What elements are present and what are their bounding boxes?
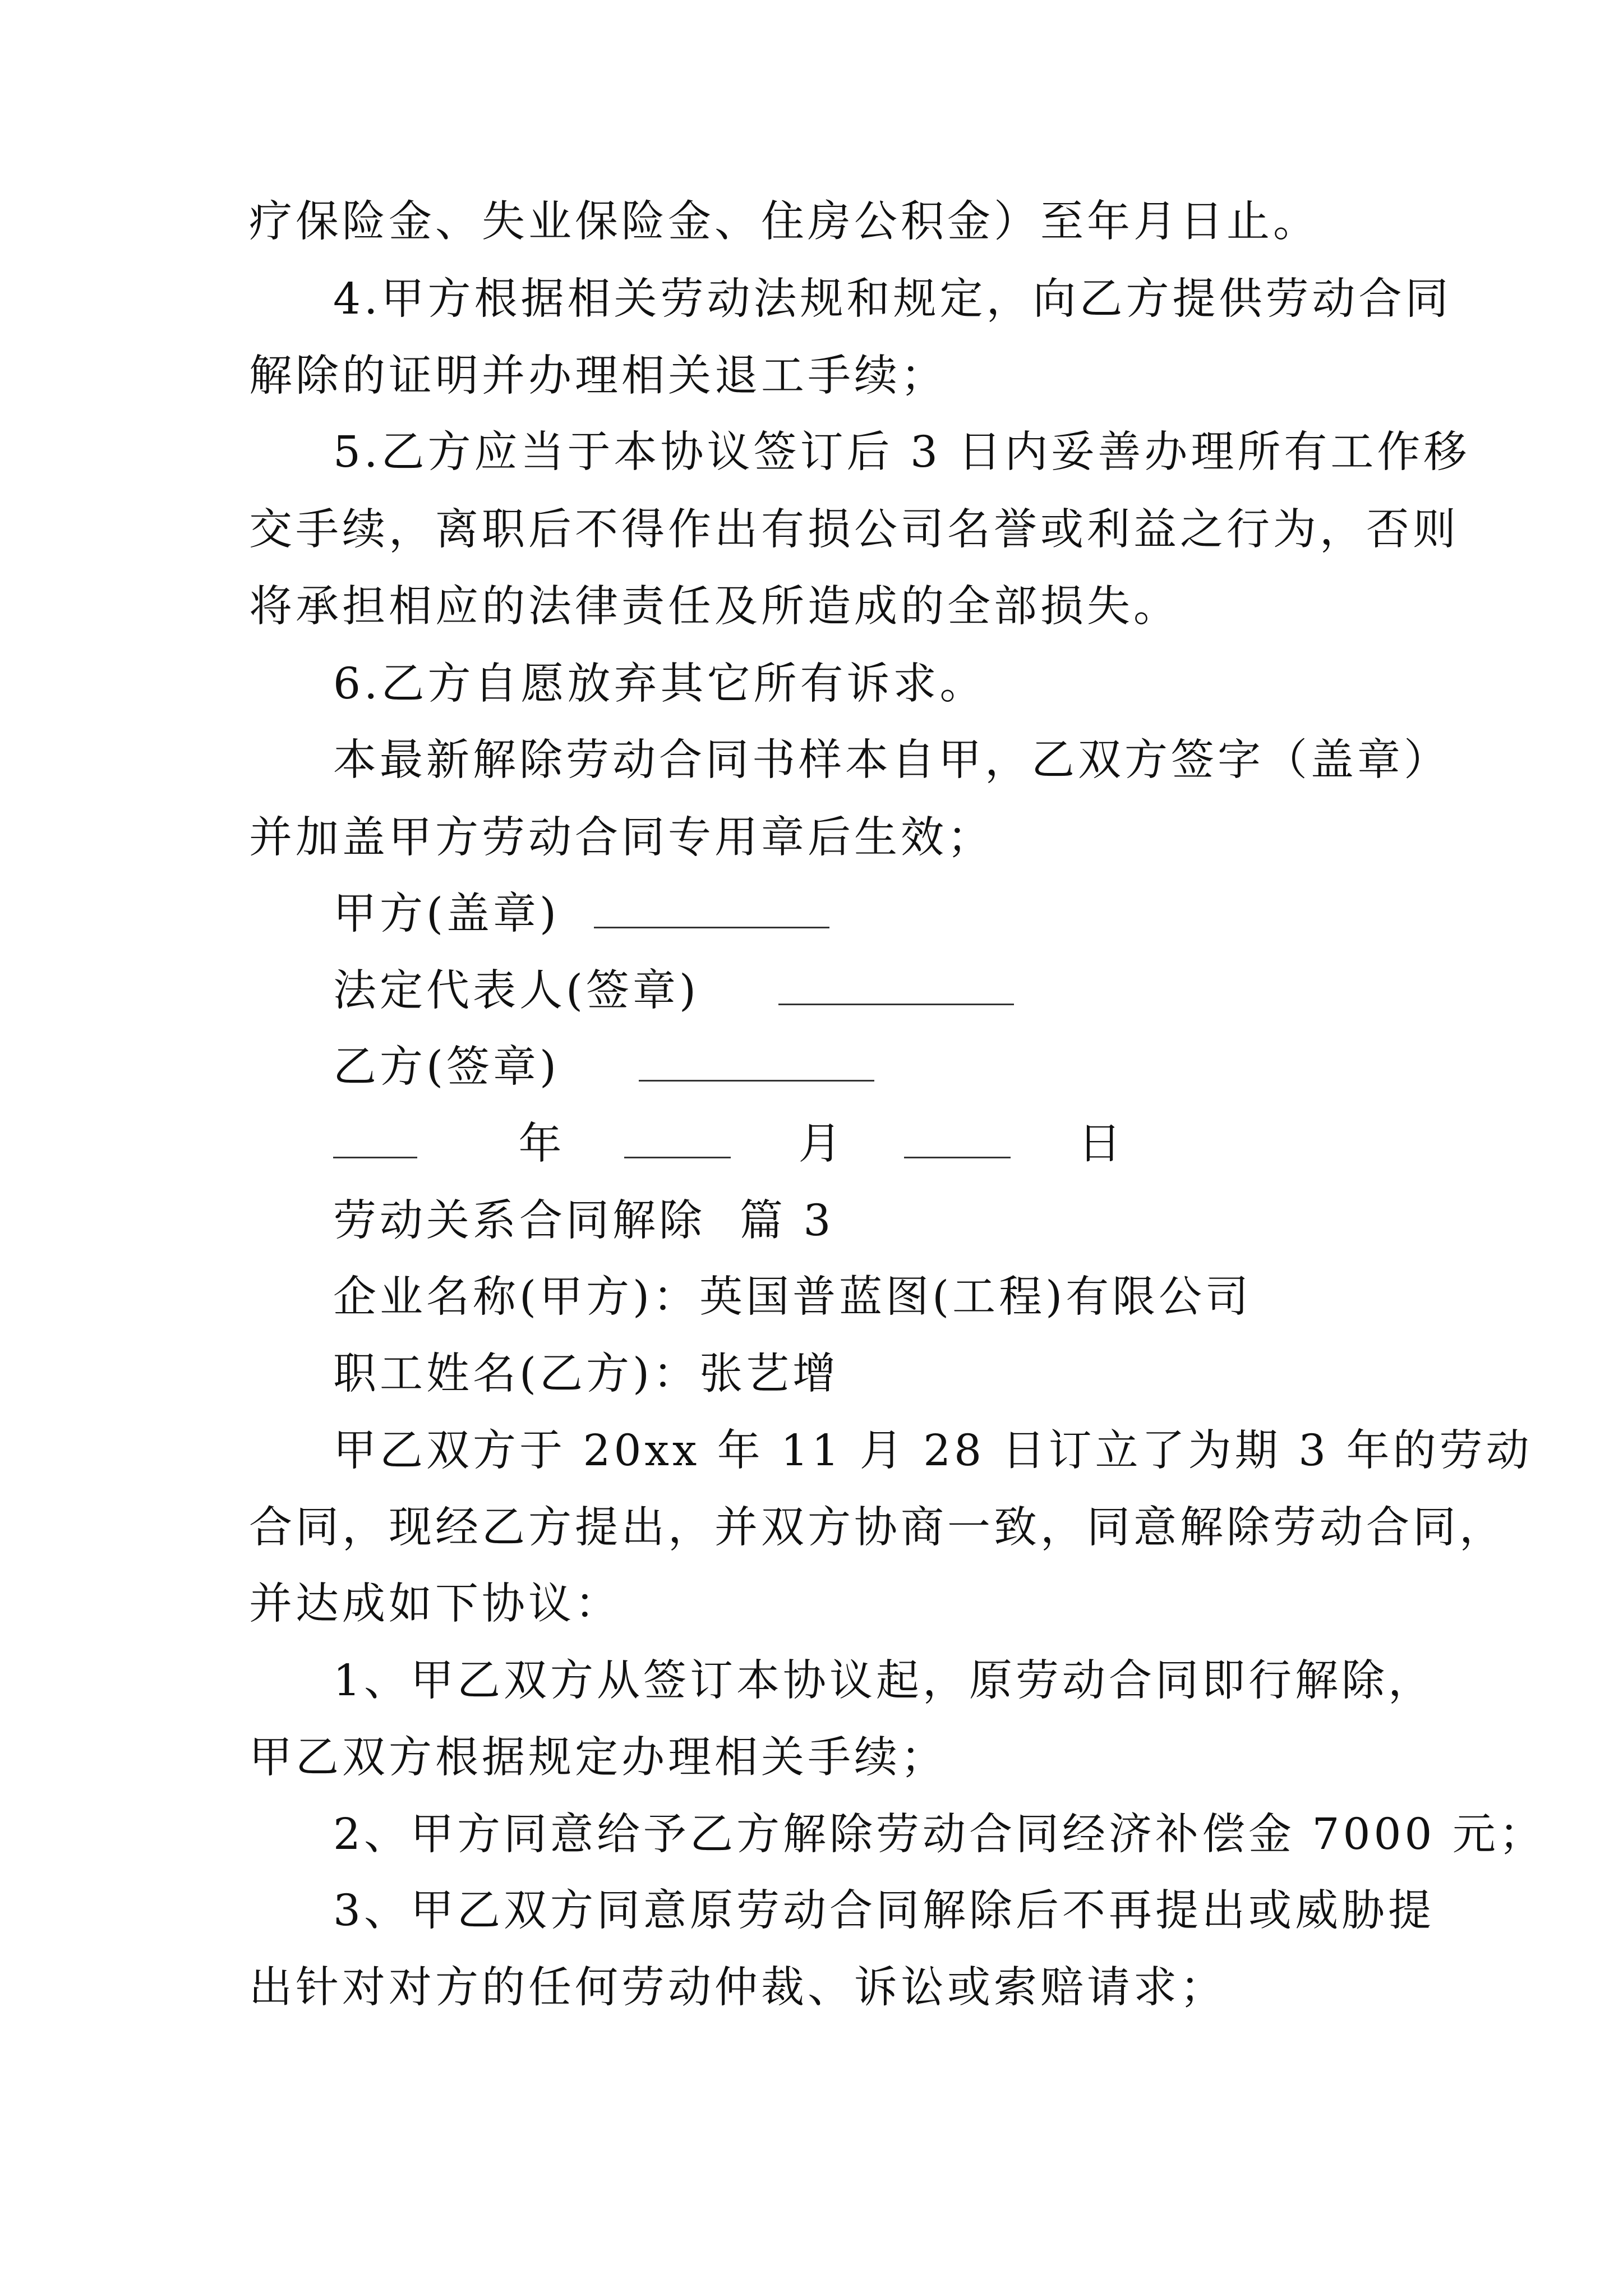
signature-blank <box>639 1046 874 1082</box>
paragraph-line: 本最新解除劳动合同书样本自甲，乙双方签字（盖章） <box>333 735 1450 785</box>
signature-label: 法定代表人(签章) <box>333 966 700 1016</box>
employee-name: 职工姓名(乙方)：张艺增 <box>333 1349 840 1399</box>
day-label: 日 <box>1078 1119 1125 1169</box>
signature-blank <box>778 970 1014 1005</box>
paragraph-line: 4.甲方根据相关劳动法规和规定，向乙方提供劳动合同 <box>333 274 1452 324</box>
paragraph-line: 将承担相应的法律责任及所造成的全部损失。 <box>249 582 1180 632</box>
paragraph-line: 疗保险金、失业保险金、住房公积金）至年月日止。 <box>249 197 1320 247</box>
signature-label: 乙方(签章) <box>333 1042 560 1092</box>
paragraph-line: 交手续，离职后不得作出有损公司名誉或利益之行为，否则 <box>249 505 1459 555</box>
date-line <box>333 1116 1124 1172</box>
day-blank <box>904 1123 1011 1158</box>
paragraph-line: 解除的证明并办理相关退工手续； <box>249 351 947 401</box>
signature-blank <box>594 893 829 928</box>
company-name: 企业名称(甲方)：英国普蓝图(工程)有限公司 <box>333 1272 1252 1322</box>
section-heading: 劳动关系合同解除 篇 3 <box>333 1196 834 1246</box>
paragraph-line: 出针对对方的任何劳动仲裁、诉讼或索赔请求； <box>249 1963 1227 2013</box>
month-blank <box>624 1123 731 1158</box>
paragraph-line: 合同，现经乙方提出，并双方协商一致，同意解除劳动合同， <box>249 1503 1506 1553</box>
paragraph-line: 并达成如下协议： <box>249 1579 621 1629</box>
signature-party-b-line <box>333 1039 874 1096</box>
signature-label: 甲方(盖章) <box>333 889 560 939</box>
paragraph-line: 1、甲乙双方从签订本协议起，原劳动合同即行解除， <box>333 1656 1435 1706</box>
paragraph-line: 并加盖甲方劳动合同专用章后生效； <box>249 813 994 863</box>
paragraph-line: 甲乙双方根据规定办理相关手续； <box>249 1733 947 1783</box>
year-label: 年 <box>518 1119 565 1169</box>
paragraph-line: 2、甲方同意给予乙方解除劳动合同经济补偿金 7000 元； <box>333 1810 1546 1860</box>
paragraph-line: 3、甲乙双方同意原劳动合同解除后不再提出或威胁提 <box>333 1886 1435 1936</box>
paragraph-line: 5.乙方应当于本协议签订后 3 日内妥善办理所有工作移 <box>333 427 1470 477</box>
signature-legal-rep-line <box>333 963 1014 1019</box>
paragraph-line: 甲乙双方于 20xx 年 11 月 28 日订立了为期 3 年的劳动 <box>333 1426 1533 1476</box>
paragraph-line: 6.乙方自愿放弃其它所有诉求。 <box>333 659 986 709</box>
year-blank <box>333 1123 417 1158</box>
signature-party-a-line <box>333 886 829 942</box>
month-label: 月 <box>798 1119 845 1169</box>
